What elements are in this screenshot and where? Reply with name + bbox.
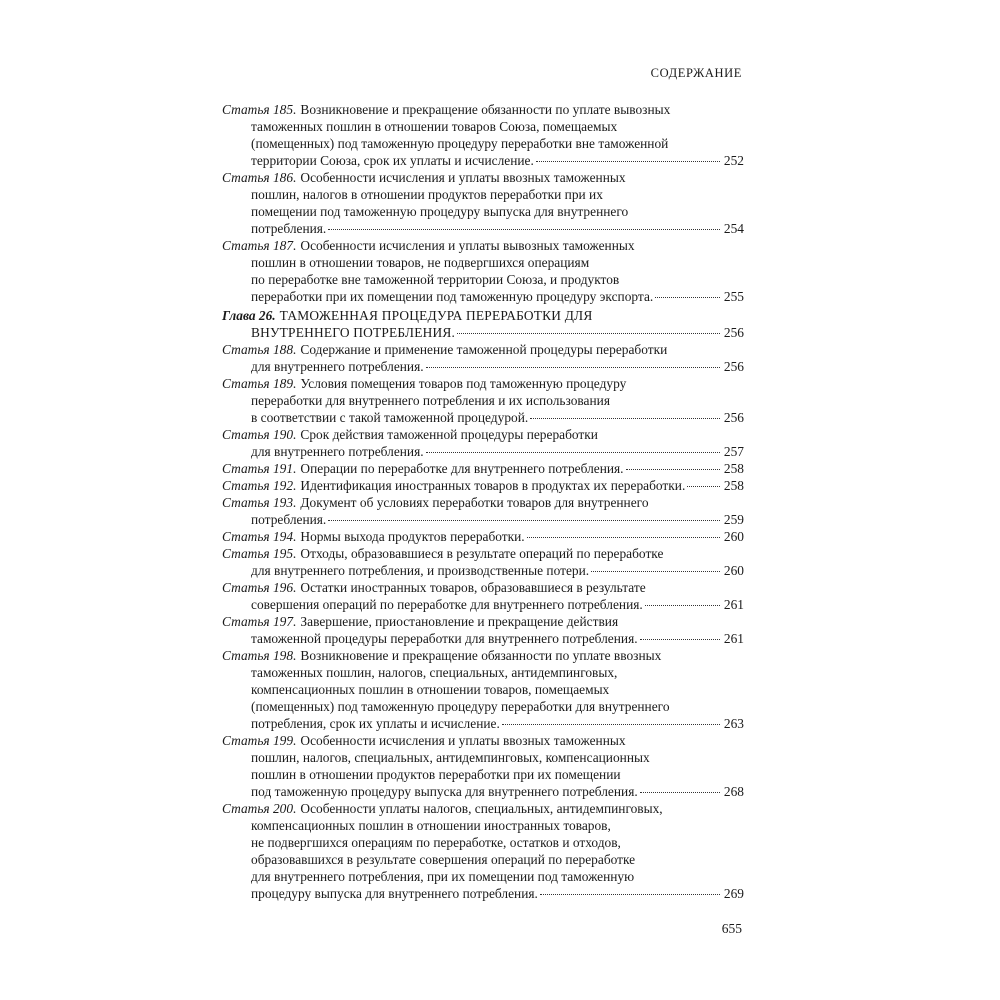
toc-line [222,511,744,528]
entry-text: переработки для внутреннего потребления и их использования [251,393,610,408]
toc-line [222,732,744,749]
entry-text: территории Союза, срок их уплаты и исчисление. [251,153,534,168]
toc-line [222,834,744,851]
toc-line [222,766,744,783]
toc-line [222,324,744,341]
entry-text: Завершение, приостановление и прекращение действия [300,614,619,629]
toc-line [222,562,744,579]
toc-line [222,715,744,732]
entry-page-number: 256 [723,410,744,425]
entry-page-number: 261 [723,631,744,646]
entry-text: в соответствии с такой таможенной процедурой. [251,410,529,425]
toc-entry [222,460,744,477]
article-label: Статья 200. [222,801,297,816]
entry-text: потребления. [251,512,327,527]
entry-text: Остатки иностранных товаров, образовавшиеся в результате [300,580,646,595]
entry-text: Срок действия таможенной процедуры переработки [300,427,598,442]
entry-text: для внутреннего потребления, и производственные потери. [251,563,590,578]
dot-leader [527,537,720,538]
entry-text: для внутреннего потребления, при их помещении под таможенную [251,869,635,884]
toc-line [222,409,744,426]
article-label: Статья 186. [222,170,297,185]
toc-line [222,169,744,186]
dot-leader [502,724,720,725]
entry-page-number: 268 [723,784,744,799]
dot-leader [530,418,720,419]
table-of-contents [222,101,744,902]
dot-leader [591,571,720,572]
toc-line [222,460,744,477]
toc-line [222,647,744,664]
entry-text: помещении под таможенную процедуру выпуска для внутреннего [251,204,629,219]
dot-leader [655,297,720,298]
entry-page-number: 259 [723,512,744,527]
entry-text: ТАМОЖЕННАЯ ПРОЦЕДУРА ПЕРЕРАБОТКИ ДЛЯ [279,308,593,323]
entry-page-number: 260 [723,563,744,578]
toc-chapter [222,307,744,341]
toc-line [222,783,744,800]
dot-leader [640,792,720,793]
entry-text: ВНУТРЕННЕГО ПОТРЕБЛЕНИЯ. [251,325,456,340]
toc-entry [222,169,744,237]
entry-page-number: 258 [723,478,744,493]
toc-line [222,698,744,715]
article-label: Статья 187. [222,238,297,253]
toc-line [222,885,744,902]
toc-line [222,749,744,766]
toc-line [222,528,744,545]
toc-line [222,375,744,392]
toc-entry [222,477,744,494]
entry-text: не подвергшихся операциям по переработке, остатков и отходов, [251,835,621,850]
entry-text: для внутреннего потребления. [251,359,424,374]
article-label: Статья 188. [222,342,297,357]
dot-leader [328,520,720,521]
entry-text: (помещенных) под таможенную процедуру переработки вне таможенной [251,136,669,151]
article-label: Статья 190. [222,427,297,442]
dot-leader [426,452,720,453]
toc-line [222,237,744,254]
entry-text: таможенных пошлин, налогов, специальных, антидемпинговых, [251,665,618,680]
entry-text: совершения операций по переработке для внутреннего потребления. [251,597,643,612]
toc-line [222,613,744,630]
article-label: Статья 185. [222,102,297,117]
toc-line [222,630,744,647]
chapter-label: Глава 26. [222,308,276,323]
entry-text: компенсационных пошлин в отношении иностранных товаров, [251,818,611,833]
entry-page-number: 269 [723,886,744,901]
entry-text: Операции по переработке для внутреннего потребления. [300,461,624,476]
dot-leader [457,333,720,334]
article-label: Статья 195. [222,546,297,561]
toc-entry [222,545,744,579]
toc-entry [222,800,744,902]
entry-page-number: 260 [723,529,744,544]
entry-text: Отходы, образовавшиеся в результате операций по переработке [300,546,664,561]
dot-leader [536,161,720,162]
toc-line [222,358,744,375]
running-head: СОДЕРЖАНИЕ [650,66,742,80]
entry-text: переработки при их помещении под таможенную процедуру экспорта. [251,289,654,304]
entry-text: Документ об условиях переработки товаров для внутреннего [300,495,649,510]
toc-line [222,254,744,271]
toc-entry [222,647,744,732]
entry-text: для внутреннего потребления. [251,444,424,459]
article-label: Статья 196. [222,580,297,595]
entry-page-number: 254 [723,221,744,236]
toc-entry [222,426,744,460]
toc-line [222,101,744,118]
toc-entry [222,494,744,528]
toc-entry [222,237,744,305]
entry-page-number: 261 [723,597,744,612]
entry-text: компенсационных пошлин в отношении товаров, помещаемых [251,682,610,697]
toc-line [222,288,744,305]
toc-line [222,817,744,834]
article-label: Статья 192. [222,478,297,493]
toc-line [222,307,744,324]
toc-line [222,271,744,288]
entry-text: Содержание и применение таможенной процедуры переработки [300,342,668,357]
toc-line [222,494,744,511]
toc-line [222,681,744,698]
toc-entry [222,613,744,647]
dot-leader [540,894,720,895]
dot-leader [687,486,720,487]
entry-text: по переработке вне таможенной территории Союза, и продуктов [251,272,620,287]
entry-text: под таможенную процедуру выпуска для внутреннего потребления. [251,784,638,799]
entry-text: Условия помещения товаров под таможенную процедуру [300,376,627,391]
toc-line [222,800,744,817]
toc-entry [222,528,744,545]
entry-page-number: 258 [723,461,744,476]
entry-page-number: 263 [723,716,744,731]
toc-line [222,392,744,409]
article-label: Статья 197. [222,614,297,629]
dot-leader [640,639,720,640]
toc-line [222,341,744,358]
toc-line [222,186,744,203]
article-label: Статья 189. [222,376,297,391]
entry-text: потребления. [251,221,327,236]
dot-leader [328,229,720,230]
toc-line [222,664,744,681]
entry-page-number: 257 [723,444,744,459]
toc-line [222,851,744,868]
entry-text: (помещенных) под таможенную процедуру переработки для внутреннего [251,699,670,714]
entry-text: образовавшихся в результате совершения операций по переработке [251,852,636,867]
toc-line [222,868,744,885]
toc-line [222,220,744,237]
entry-text: Особенности уплаты налогов, специальных, антидемпинговых, [300,801,663,816]
entry-text: таможенной процедуры переработки для внутреннего потребления. [251,631,638,646]
dot-leader [626,469,720,470]
toc-entry [222,341,744,375]
entry-text: пошлин в отношении продуктов переработки при их помещении [251,767,621,782]
toc-entry [222,579,744,613]
toc-line [222,426,744,443]
entry-text: пошлин, налогов в отношении продуктов переработки при их [251,187,603,202]
toc-line [222,203,744,220]
entry-text: Возникновение и прекращение обязанности по уплате ввозных [300,648,662,663]
article-label: Статья 198. [222,648,297,663]
entry-page-number: 256 [723,325,744,340]
entry-text: процедуру выпуска для внутреннего потребления. [251,886,538,901]
entry-text: Особенности исчисления и уплаты ввозных таможенных [300,170,626,185]
entry-page-number: 252 [723,153,744,168]
toc-line [222,477,744,494]
entry-text: Особенности исчисления и уплаты ввозных таможенных [300,733,626,748]
toc-entry [222,375,744,426]
article-label: Статья 191. [222,461,297,476]
toc-line [222,118,744,135]
entry-text: пошлин в отношении товаров, не подвергшихся операциям [251,255,590,270]
toc-line [222,545,744,562]
entry-text: потребления, срок их уплаты и исчисление. [251,716,500,731]
entry-page-number: 255 [723,289,744,304]
toc-entry [222,732,744,800]
entry-page-number: 256 [723,359,744,374]
toc-line [222,135,744,152]
entry-text: таможенных пошлин в отношении товаров Союза, помещаемых [251,119,618,134]
toc-line [222,596,744,613]
toc-line [222,443,744,460]
entry-text: Возникновение и прекращение обязанности по уплате вывозных [300,102,671,117]
toc-entry [222,101,744,169]
entry-text: пошлин, налогов, специальных, антидемпинговых, компенсационных [251,750,650,765]
article-label: Статья 193. [222,495,297,510]
article-label: Статья 199. [222,733,297,748]
dot-leader [645,605,720,606]
toc-line [222,579,744,596]
entry-text: Нормы выхода продуктов переработки. [300,529,525,544]
page-number: 655 [721,921,742,936]
dot-leader [426,367,720,368]
entry-text: Особенности исчисления и уплаты вывозных таможенных [300,238,635,253]
entry-text: Идентификация иностранных товаров в продуктах их переработки. [300,478,686,493]
article-label: Статья 194. [222,529,297,544]
toc-line [222,152,744,169]
